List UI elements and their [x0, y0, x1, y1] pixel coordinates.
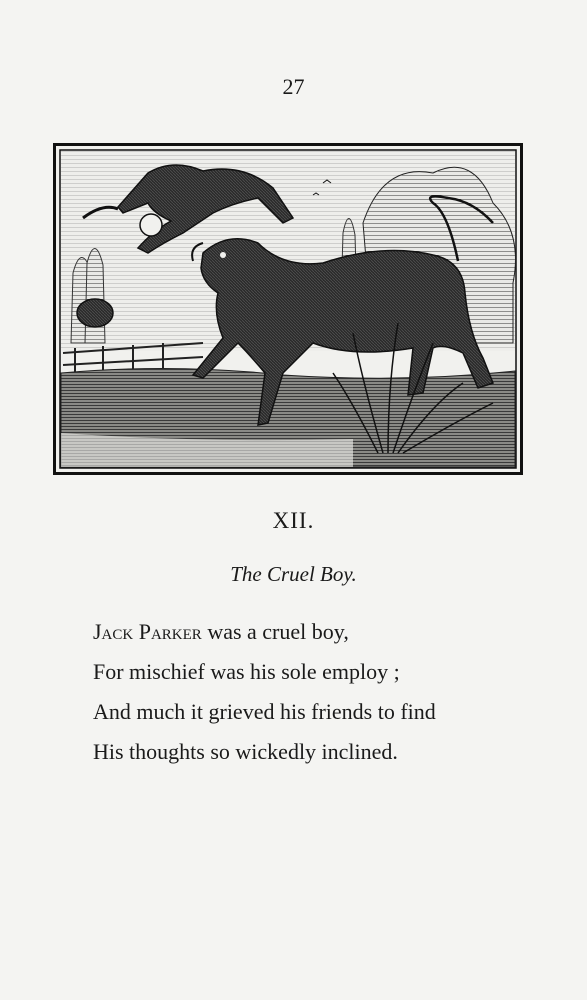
page-number: 27	[282, 74, 305, 99]
verse-line-4: His thoughts so wickedly inclined.	[93, 739, 398, 764]
verse-line-1-rest: was a cruel boy,	[201, 619, 349, 644]
poem-verse	[93, 612, 436, 772]
verse-line-1	[93, 612, 436, 652]
character-name: Jack Parker	[93, 619, 202, 644]
poem-title: The Cruel Boy.	[230, 562, 357, 586]
chapter-numeral: XII.	[272, 508, 315, 533]
hat-icon	[77, 299, 113, 327]
woodcut-illustration	[53, 143, 523, 475]
verse-line-3: And much it grieved his friends to find	[93, 699, 436, 724]
verse-line-2: For mischief was his sole employ ;	[93, 659, 400, 684]
